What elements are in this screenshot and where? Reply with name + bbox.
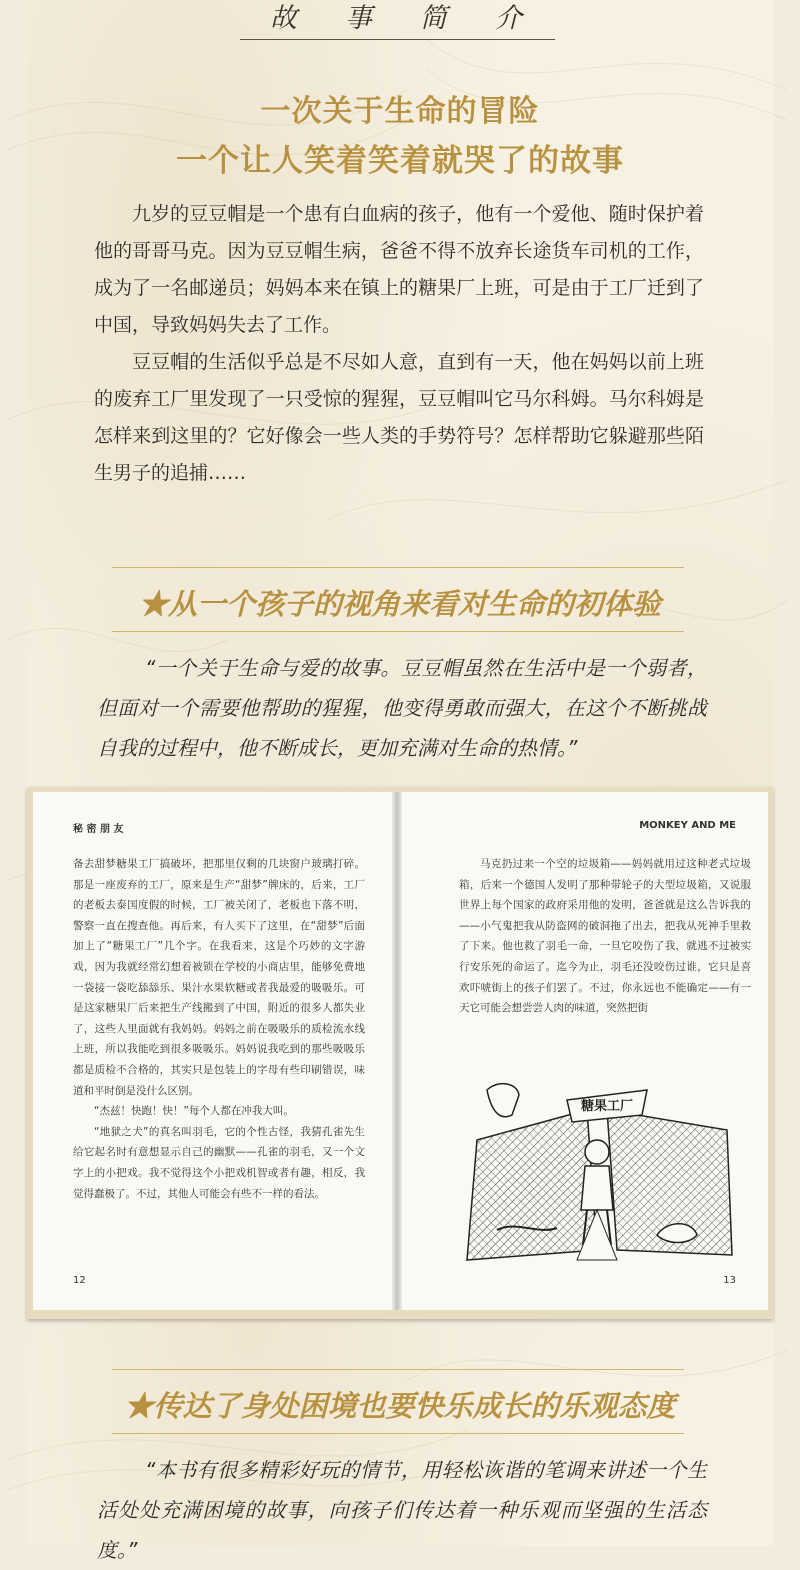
book-text-right	[459, 854, 751, 1019]
book-page-right	[397, 792, 768, 1310]
review-quote	[97, 648, 707, 768]
running-head-left: 秘 密 朋 友	[73, 824, 124, 835]
book-paragraph: 备去甜梦糖果工厂搞破坏，把那里仅剩的几块窗户玻璃打碎。那是一座废弃的工厂，原来是生产“甜梦”牌床的，后来，工厂的老板去泰国度假的时候，工厂被关闭了，老板也下落不明，警察一直在搜查他。再后来，有人买下了这里，在“甜梦”后面加上了“糖果工厂”几个字。在我看来，这是个巧妙的文字游戏，因为我就经常幻想着被锁在学校的小商店里，能够免费地一袋接一袋吃舔舔乐、果汁水果软糖或者我最爱的吸吸乐。可是这家糖果厂后来把生产线搬到了中国，附近的很多人都失业了，这些人里面就有我妈妈。妈妈之前在吸吸乐的质检流水线上班，所以我能吃到很多吸吸乐。妈妈说我吃到的那些吸吸乐都是质检不合格的，其实只是包装上的字母有些印刷错误，味道和平时倒是没什么区别。	[73, 858, 365, 1097]
section-heading-child-perspective: ★从一个孩子的视角来看对生命的初体验	[138, 587, 661, 621]
illustration-sign-text: 糖果工厂	[580, 1099, 634, 1114]
synopsis-paragraph: 豆豆帽的生活似乎总是不尽如人意，直到有一天，他在妈妈以前上班的废弃工厂里发现了一只受惊的猩猩，豆豆帽叫它马尔科姆。马尔科姆是怎样来到这里的？它好像会一些人类的手势符号？怎样帮助它躲避那些陌生男子的追捕……	[94, 351, 704, 484]
divider-line	[112, 1433, 684, 1434]
section-header	[27, 0, 773, 40]
synopsis-paragraph: 九岁的豆豆帽是一个患有白血病的孩子，他有一个爱他、随时保护着他的哥哥马克。因为豆豆帽生病，爸爸不得不放弃长途货车司机的工作，成为了一名邮递员；妈妈本来在镇上的糖果厂上班，可是由于工厂迁到了中国，导致妈妈失去了工作。	[94, 203, 704, 336]
book-page-left	[33, 792, 397, 1310]
book-paragraph: “地狱之犬”的真名叫羽毛，它的个性古怪，我猜孔雀先生给它起名时有意想显示自己的幽默——孔雀的羽毛，又一个文字上的小把戏。我不觉得这个小把戏机智或者有趣，相反，我觉得蠢极了。不过，其他人可能会有些不一样的看法。	[73, 1125, 365, 1200]
divider-line	[112, 631, 684, 632]
section-heading-optimism: ★传达了身处困境也要快乐成长的乐观态度	[124, 1389, 676, 1423]
page-title: 故事简介	[270, 3, 570, 34]
review-quote-2	[97, 1450, 707, 1570]
header-underline	[240, 39, 555, 40]
divider-line	[112, 567, 684, 568]
synopsis-text	[94, 196, 704, 492]
book-paragraph: 马克扔过来一个空的垃圾箱——妈妈就用过这种老式垃圾箱，后来一个德国人发明了那种带轮子的大型垃圾箱，又说服世界上每个国家的政府采用他的发明，爸爸就是这么告诉我的——小气鬼把我从防盗网的破洞拖了出去，把我从死神手里救了下来。他也救了羽毛一命，一旦它咬伤了我，就逃不过被实行安乐死的命运了。迄今为止，羽毛还没咬伤过谁，它只是喜欢吓唬街上的孩子们罢了。不过，你永远也不能确定——有一天它可能会想尝尝人肉的味道，突然把街	[459, 858, 751, 1015]
running-head-right: MONKEY AND ME	[639, 820, 736, 831]
page-number-right: 13	[723, 1275, 736, 1286]
headline-adventure: 一次关于生命的冒险	[260, 94, 540, 129]
book-paragraph: “杰兹！快跑！快！”每个人都在冲我大叫。	[94, 1105, 294, 1118]
quote-text: “本书有很多精彩好玩的情节，用轻松诙谐的笔调来讲述一个生活处处充满困境的故事，向孩子们传达着一种乐观而坚强的生活态度。”	[97, 1458, 707, 1562]
quote-text: “一个关于生命与爱的故事。豆豆帽虽然在生活中是一个弱者，但面对一个需要他帮助的猩猩，他变得勇敢而强大，在这个不断挑战自我的过程中，他不断成长，更加充满对生命的热情。”	[97, 656, 707, 760]
headline-story: 一个让人笑着笑着就哭了的故事	[176, 143, 624, 179]
page-number-left: 12	[73, 1275, 86, 1286]
book-text-left	[73, 854, 365, 1204]
divider-line	[112, 1369, 684, 1370]
factory-illustration	[457, 1070, 737, 1270]
book-spine-shadow	[392, 792, 402, 1310]
book-spread	[27, 787, 773, 1319]
page-panel	[27, 0, 773, 1562]
